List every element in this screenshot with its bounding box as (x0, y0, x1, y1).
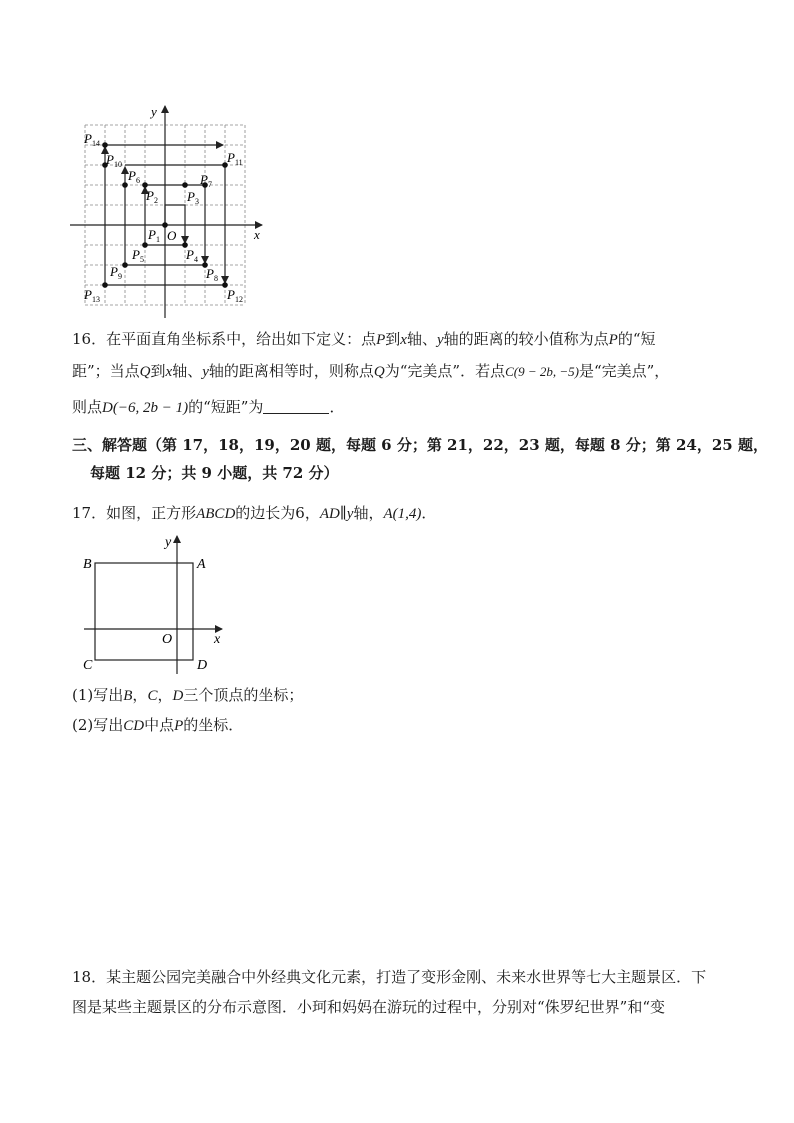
label-p2: $P_2$ (146, 188, 158, 205)
point-p14 (102, 142, 108, 148)
spiral-point-labels (83, 131, 243, 304)
point-p9 (122, 262, 128, 268)
y-axis-label: y (165, 535, 172, 550)
label-p9: $P_9$ (110, 264, 122, 281)
square-abcd (95, 563, 193, 660)
label-p3: $P_3$ (187, 189, 199, 206)
vertex-d-label: D (197, 658, 208, 673)
q18-line-2: 图是某些主题景区的分布示意图．小珂和妈妈在游玩的过程中，分别对“侏罗纪世界”和“变 (72, 998, 666, 1016)
answer-blank[interactable] (263, 397, 329, 414)
q16-line-3: 则点D(−6, 2b − 1)的“短距”为 ． (72, 398, 345, 416)
label-p4: $P_4$ (186, 247, 198, 264)
q16-line-2: 距”；当点Q到x轴、y轴的距离相等时，则称点Q为“完美点”．若点C(9 − 2b, −5)是“完美点”， (72, 362, 670, 380)
label-p12: $P_{12}$ (227, 287, 243, 304)
x-axis-label: x (254, 227, 260, 242)
label-p8: $P_8$ (206, 266, 218, 283)
label-p7: $P_7$ (200, 172, 212, 189)
vertex-b-label: B (83, 557, 92, 572)
label-p11: $P_{11}$ (227, 150, 243, 167)
point-p5 (142, 242, 148, 248)
point-p6 (122, 182, 128, 188)
q17-part-2: (2)写出CD中点P的坐标． (72, 716, 244, 734)
q16-line-1: 16．在平面直角坐标系中，给出如下定义：点P到x轴、y轴的距离的较小值称为点P的“短 (72, 330, 656, 348)
section-3-header-line-2: 每题 12 分；共 9 小题，共 72 分） (90, 464, 339, 482)
square-figure (78, 532, 238, 680)
label-p1: $P_1$ (148, 227, 160, 244)
point-p13 (102, 282, 108, 288)
vertex-a-label: A (197, 557, 206, 572)
x-axis-label: x (214, 632, 221, 647)
origin-label: O (167, 228, 177, 243)
q17-stem: 17．如图，正方形ABCD的边长为6，AD∥y轴，A(1,4)． (72, 504, 437, 522)
origin-label: O (162, 632, 173, 647)
label-p14: $P_{14}$ (84, 131, 100, 148)
point-p1 (162, 222, 168, 228)
section-3-header-line-1: 三、解答题（第 17，18，19，20 题，每题 6 分；第 21，22，23 题，每题 8 分；第 24，25 题， (72, 436, 768, 454)
label-p6: $P_6$ (128, 168, 140, 185)
label-p5: $P_5$ (132, 247, 144, 264)
point-p2 (142, 182, 148, 188)
q18-line-1: 18．某主题公园完美融合中外经典文化元素，打造了变形金刚、未来水世界等七大主题景区．下 (72, 968, 707, 986)
q17-part-1: (1)写出B，C，D三个顶点的坐标； (72, 686, 304, 704)
label-p13: $P_{13}$ (84, 287, 100, 304)
vertex-c-label: C (83, 658, 93, 673)
label-p10: $P_{10}$ (106, 152, 122, 169)
point-p3 (182, 182, 188, 188)
spiral-figure (70, 100, 270, 320)
y-axis-label: y (151, 104, 157, 119)
